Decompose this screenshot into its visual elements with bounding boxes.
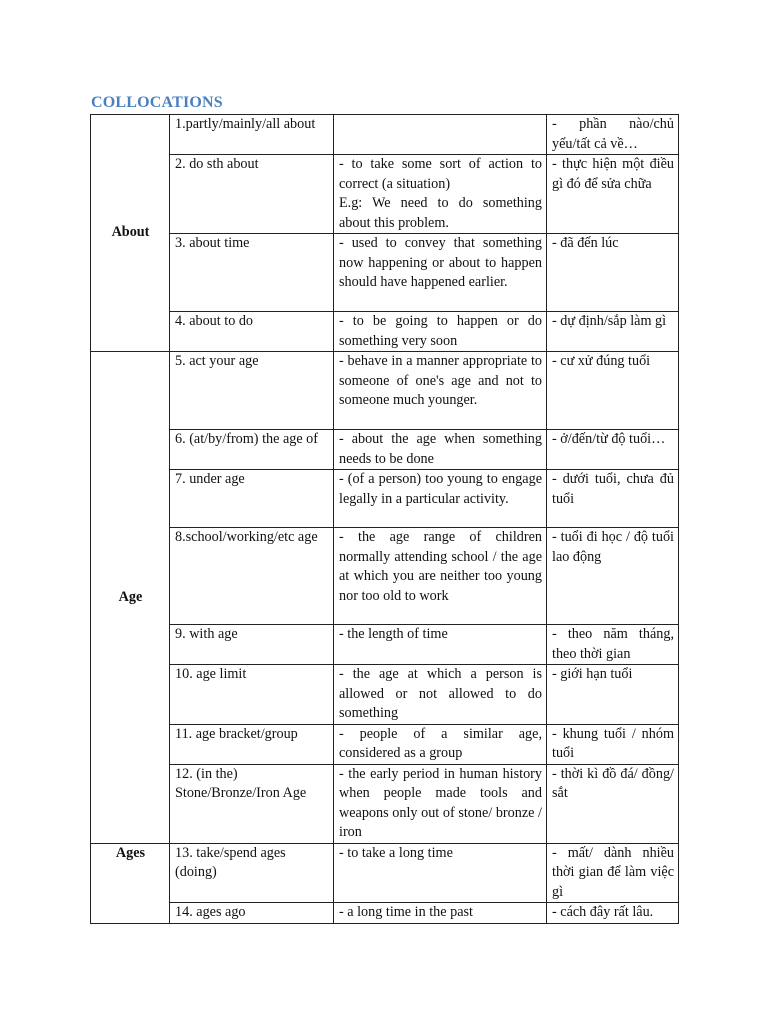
table-row [91, 724, 679, 764]
definition-cell: - to take some sort of action to correct (a situation) E.g: We need to do something about this problem. [334, 155, 547, 234]
definition-cell: - the early period in human history when people made tools and weapons only out of stone/ bronze / iron [334, 764, 547, 843]
table-row [91, 470, 679, 528]
definition-cell: - to take a long time [334, 843, 547, 903]
table-row [91, 352, 679, 430]
phrase-cell: 2. do sth about [170, 155, 334, 234]
phrase-cell: 5. act your age [170, 352, 334, 430]
phrase-cell: 12. (in the) Stone/Bronze/Iron Age [170, 764, 334, 843]
table-row [91, 430, 679, 470]
vietnamese-cell: - tuổi đi học / độ tuổi lao động [547, 528, 679, 625]
table-row [91, 234, 679, 312]
table-row [91, 312, 679, 352]
phrase-cell: 1.partly/mainly/all about [170, 115, 334, 155]
vietnamese-cell: - theo năm tháng, theo thời gian [547, 625, 679, 665]
definition-cell: - (of a person) too young to engage legally in a particular activity. [334, 470, 547, 528]
group-heading: Age [91, 352, 170, 844]
phrase-cell: 7. under age [170, 470, 334, 528]
group-heading: Ages [91, 843, 170, 923]
table-row [91, 625, 679, 665]
phrase-cell: 3. about time [170, 234, 334, 312]
definition-cell: - people of a similar age, considered as a group [334, 724, 547, 764]
vietnamese-cell: - dưới tuổi, chưa đủ tuổi [547, 470, 679, 528]
phrase-cell: 4. about to do [170, 312, 334, 352]
definition-cell: - used to convey that something now happening or about to happen should have happened earlier. [334, 234, 547, 312]
table-row [91, 115, 679, 155]
vietnamese-cell: - thực hiện một điều gì đó để sửa chữa [547, 155, 679, 234]
phrase-cell: 11. age bracket/group [170, 724, 334, 764]
vietnamese-cell: - thời kì đồ đá/ đồng/ sắt [547, 764, 679, 843]
definition-cell: - a long time in the past [334, 903, 547, 924]
vietnamese-cell: - ở/đến/từ độ tuổi… [547, 430, 679, 470]
vietnamese-cell: - dự định/sắp làm gì [547, 312, 679, 352]
vietnamese-cell: - cách đây rất lâu. [547, 903, 679, 924]
definition-cell: - the age at which a person is allowed or not allowed to do something [334, 665, 547, 725]
definition-cell: - behave in a manner appropriate to someone of one's age and not to someone much younger. [334, 352, 547, 430]
vietnamese-cell: - cư xử đúng tuổi [547, 352, 679, 430]
phrase-cell: 8.school/working/etc age [170, 528, 334, 625]
table-row [91, 665, 679, 725]
group-heading: About [91, 115, 170, 352]
vietnamese-cell: - phần nào/chủ yếu/tất cả về… [547, 115, 679, 155]
definition-cell: - the length of time [334, 625, 547, 665]
vietnamese-cell: - mất/ dành nhiều thời gian để làm việc gì [547, 843, 679, 903]
page-title: COLLOCATIONS [91, 94, 223, 111]
definition-cell: - the age range of children normally attending school / the age at which you are neither too young nor too old to work [334, 528, 547, 625]
phrase-cell: 13. take/spend ages (doing) [170, 843, 334, 903]
phrase-cell: 6. (at/by/from) the age of [170, 430, 334, 470]
definition-cell [334, 115, 547, 155]
table-row [91, 155, 679, 234]
collocations-table [90, 114, 679, 924]
table-row [91, 528, 679, 625]
phrase-cell: 10. age limit [170, 665, 334, 725]
vietnamese-cell: - giới hạn tuổi [547, 665, 679, 725]
vietnamese-cell: - khung tuổi / nhóm tuổi [547, 724, 679, 764]
vietnamese-cell: - đã đến lúc [547, 234, 679, 312]
table-row [91, 764, 679, 843]
phrase-cell: 9. with age [170, 625, 334, 665]
definition-cell: - to be going to happen or do something very soon [334, 312, 547, 352]
definition-cell: - about the age when something needs to be done [334, 430, 547, 470]
phrase-cell: 14. ages ago [170, 903, 334, 924]
table-row [91, 843, 679, 903]
table-body [91, 115, 679, 924]
table-row [91, 903, 679, 924]
